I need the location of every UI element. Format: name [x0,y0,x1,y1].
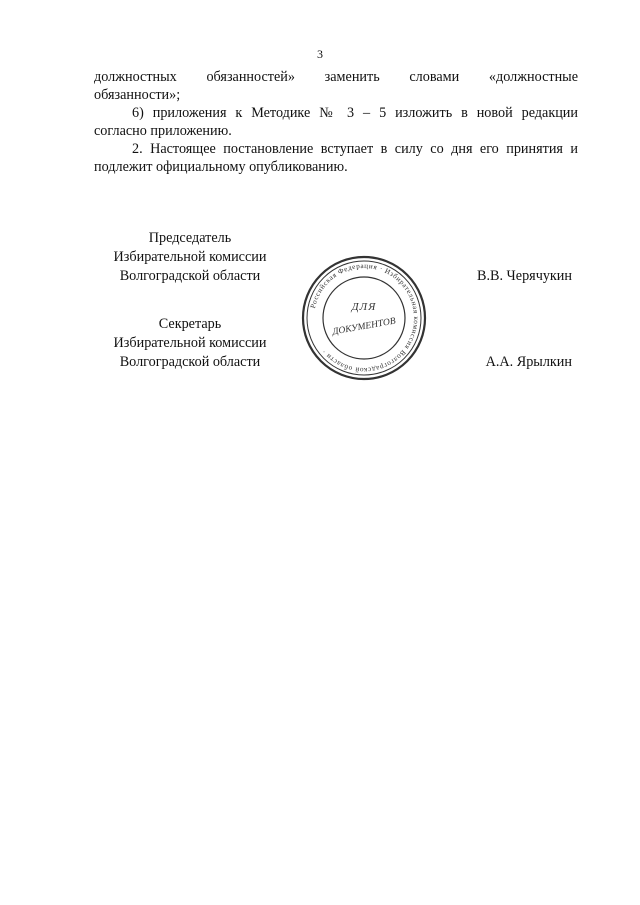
secretary-title-line: Волгоградской области [119,354,261,370]
secretary-title-line: Секретарь [158,316,222,332]
paragraph-line: согласно приложению. [94,123,232,139]
secretary-name: А.А. Ярылкин [485,354,572,370]
paragraph-line: 6) приложения к Методике № 3 – 5 изложить в новой редакции [132,105,578,121]
paragraph-line: 2. Настоящее постановление вступает в силу со дня его принятия и [132,141,578,157]
seal-outer-text: Российская Федерация · Избирательная комиссия Волгоградской области · [308,261,421,375]
paragraph-line: подлежит официальному опубликованию. [94,159,348,175]
chairman-title-line: Председатель [148,230,232,246]
chairman-title-line: Волгоградской области [119,268,261,284]
secretary-title-line: Избирательной комиссии [113,335,267,351]
chairman-name: В.В. Черячукин [476,268,572,284]
seal-center-line-2: ДОКУМЕНТОВ [331,316,397,338]
chairman-title-line: Избирательной комиссии [113,249,267,265]
seal-center-line-1: ДЛЯ [351,301,377,313]
paragraph-line: должностных обязанностей» заменить словами «должностные [94,69,578,85]
official-seal [298,252,430,384]
chairman-title [92,229,288,286]
body-text [94,68,578,176]
secretary-title [92,315,288,372]
paragraph-line: обязанности»; [94,87,181,103]
page-number: 3 [317,47,323,61]
